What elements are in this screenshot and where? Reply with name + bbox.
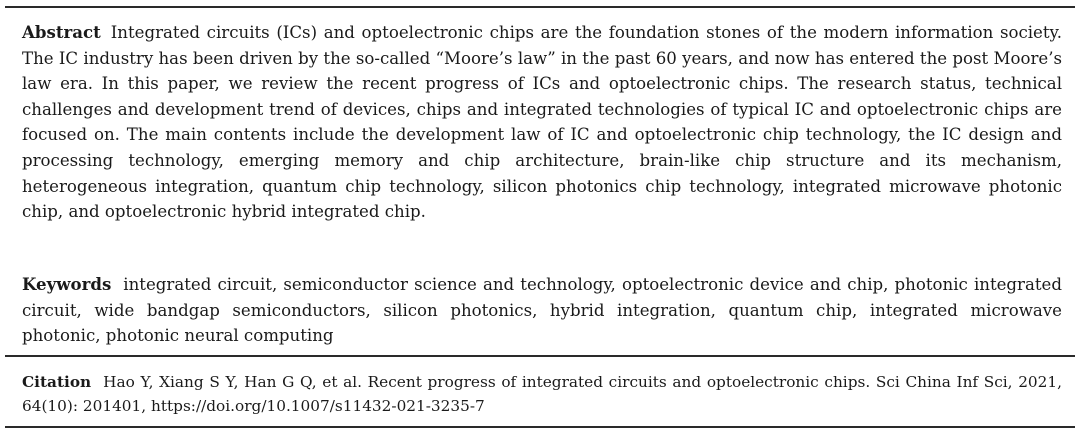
abstract-label: Abstract (22, 22, 101, 42)
citation-paragraph (22, 370, 1062, 418)
keywords-label: Keywords (22, 274, 112, 294)
citation-label: Citation (22, 373, 92, 391)
keywords-text: integrated circuit, semiconductor science and technology, optoelectronic device and chip, photonic integrated circuit, wide bandgap semiconductors, silicon photonics, hybrid integration, quantum chip, integrated microwave photonic, photonic neural computing (22, 275, 1062, 346)
keywords-paragraph (22, 272, 1062, 349)
bottom-rule (5, 426, 1075, 428)
abstract-text: Integrated circuits (ICs) and optoelectronic chips are the foundation stones of the modern information society. The IC industry has been driven by the so-called “Moore’s law” in the past 60 years, and now has entered the post Moore’s law era. In this paper, we review the recent progress of ICs and optoelectronic chips. The research status, technical challenges and development trend of devices, chips and integrated technologies of typical IC and optoelectronic chips are focused on. The main contents include the development law of IC and optoelectronic chip technology, the IC design and processing technology, emerging memory and chip architecture, brain-like chip structure and its mechanism, heterogeneous integration, quantum chip technology, silicon photonics chip technology, integrated microwave photonic chip, and optoelectronic hybrid integrated chip. (22, 23, 1062, 222)
abstract-paragraph (22, 20, 1062, 225)
citation-text: Hao Y, Xiang S Y, Han G Q, et al. Recent progress of integrated circuits and optoelectronic chips. Sci China Inf Sci, 2021, 64(10): 201401, https://doi.org/10.1007/s11432-021-3235-7 (22, 373, 1062, 415)
middle-rule (5, 355, 1075, 357)
top-rule (5, 6, 1075, 8)
